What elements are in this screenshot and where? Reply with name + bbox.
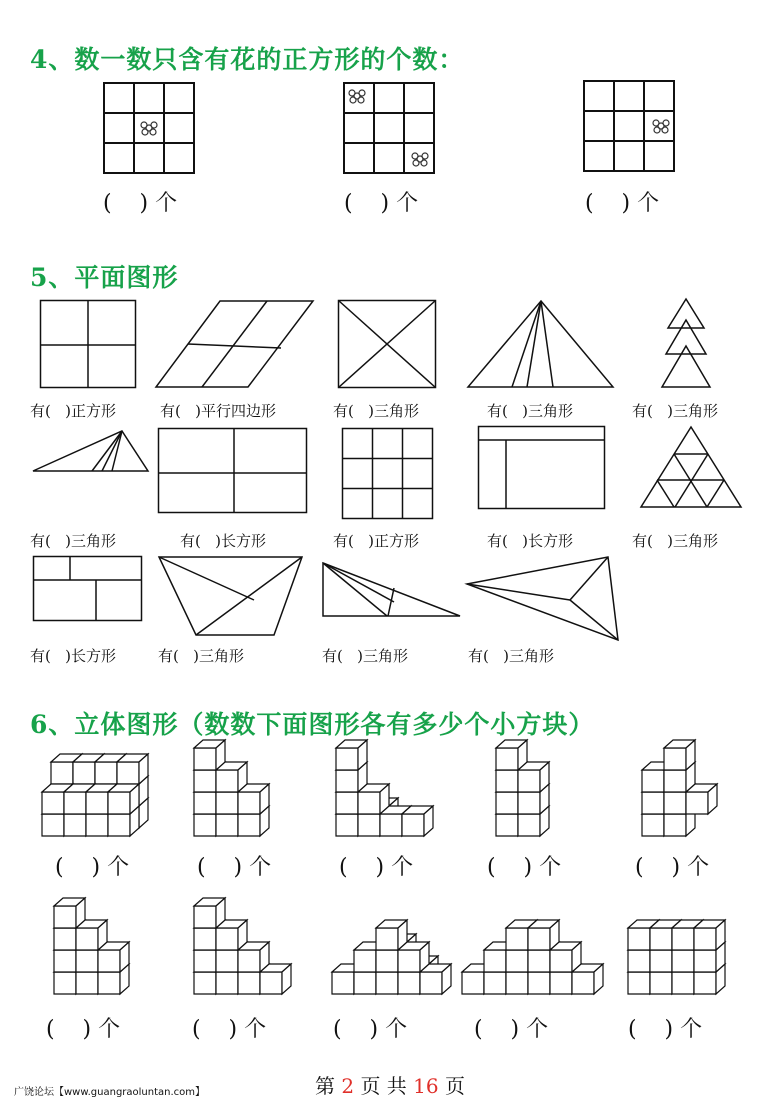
grid-3	[583, 80, 675, 172]
shape-trapezoid	[158, 556, 304, 636]
answer-blank[interactable]: ( ) 个	[55, 855, 130, 880]
shape-square-quartered	[40, 300, 136, 388]
cube-figure-3	[334, 742, 444, 838]
site-credit: 广饶论坛【www.guangraoluntan.com】	[14, 1087, 206, 1098]
section-5-title: 5、平面图形	[30, 263, 179, 292]
current-page: 2	[341, 1074, 355, 1098]
answer-blank[interactable]: ( ) 个	[103, 191, 178, 216]
cube-figure-5	[640, 742, 740, 838]
shape-obtuse-triangle	[32, 430, 150, 472]
shape-label: 有( )三角形	[322, 647, 409, 665]
answer-blank[interactable]: ( ) 个	[197, 855, 272, 880]
shape-triangle-grid	[640, 426, 742, 508]
shape-right-triangle	[322, 562, 462, 618]
grid-1	[103, 82, 195, 174]
shape-kite	[466, 556, 620, 642]
answer-blank[interactable]: ( ) 个	[46, 1017, 121, 1042]
shape-label: 有( )三角形	[158, 647, 245, 665]
flower-icon	[141, 122, 157, 135]
shape-rectangle-nested	[478, 426, 606, 510]
flower-icon	[653, 120, 669, 133]
cube-figure-7	[192, 884, 298, 996]
cube-figure-2	[192, 742, 302, 838]
shape-triangle-rays	[467, 300, 615, 388]
shape-label: 有( )长方形	[180, 532, 267, 550]
answer-blank[interactable]: ( ) 个	[585, 191, 660, 216]
shape-grid-3x3	[342, 428, 434, 520]
shape-label: 有( )三角形	[632, 402, 719, 420]
shape-label: 有( )三角形	[333, 402, 420, 420]
shape-label: 有( )长方形	[487, 532, 574, 550]
shape-square-diagonals	[338, 300, 436, 388]
answer-blank[interactable]: ( ) 个	[628, 1017, 703, 1042]
answer-blank[interactable]: ( ) 个	[333, 1017, 408, 1042]
footer-text: 页 共	[360, 1074, 407, 1098]
shape-label: 有( )平行四边形	[160, 402, 277, 420]
cube-figure-6	[52, 884, 152, 996]
footer-text: 第	[315, 1074, 335, 1098]
grid-2	[343, 82, 435, 174]
shape-label: 有( )长方形	[30, 647, 117, 665]
shape-stacked-triangles	[660, 298, 712, 388]
answer-blank[interactable]: ( ) 个	[339, 855, 414, 880]
cube-figure-4	[494, 742, 594, 838]
flower-icon	[349, 90, 365, 103]
shape-label: 有( )正方形	[30, 402, 117, 420]
answer-blank[interactable]: ( ) 个	[474, 1017, 549, 1042]
cube-figure-1	[40, 742, 170, 838]
shape-rectangle-split	[158, 428, 308, 514]
answer-blank[interactable]: ( ) 个	[192, 1017, 267, 1042]
shape-label: 有( )三角形	[632, 532, 719, 550]
answer-blank[interactable]: ( ) 个	[487, 855, 562, 880]
shape-label: 有( )三角形	[487, 402, 574, 420]
cube-figure-10	[626, 884, 738, 996]
cube-figure-9	[460, 884, 606, 996]
section-4-title: 4、数一数只含有花的正方形的个数：	[30, 45, 465, 74]
cube-figure-8	[330, 884, 444, 996]
shape-parallelogram	[155, 300, 315, 388]
footer-text: 页	[444, 1074, 465, 1098]
shape-label: 有( )正方形	[333, 532, 420, 550]
flower-icon	[412, 153, 428, 166]
section-6-title: 6、立体图形（数数下面图形各有多少个小方块）	[30, 710, 595, 739]
answer-blank[interactable]: ( ) 个	[635, 855, 710, 880]
shape-label: 有( )三角形	[468, 647, 555, 665]
shape-rectangle-three	[33, 556, 143, 622]
answer-blank[interactable]: ( ) 个	[344, 191, 419, 216]
total-pages: 16	[413, 1074, 439, 1098]
shape-label: 有( )三角形	[30, 532, 117, 550]
